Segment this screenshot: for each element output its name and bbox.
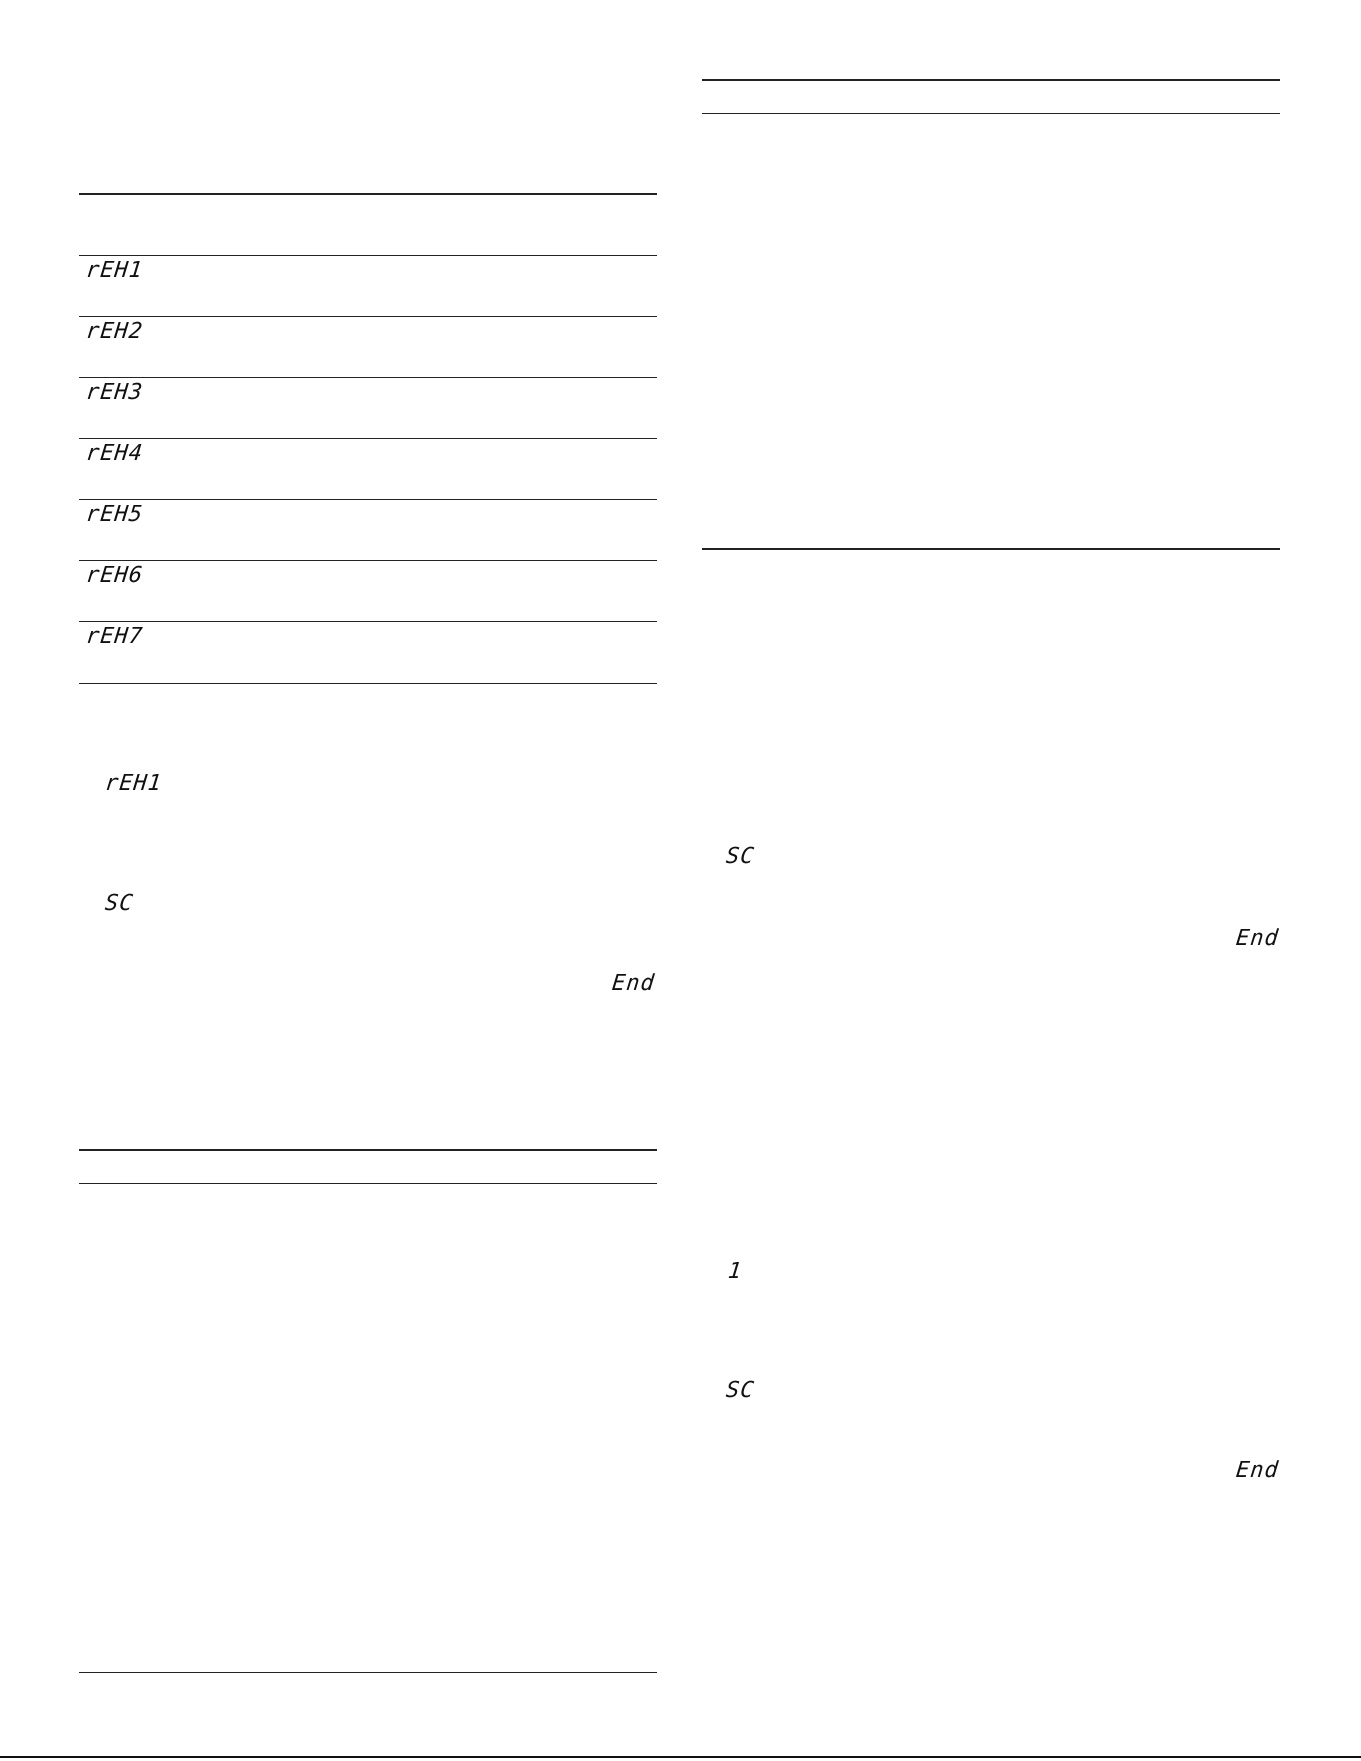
page-bottom-edge [0, 1756, 1361, 1758]
table-row-rule [79, 438, 657, 439]
table-row-rule [79, 255, 657, 256]
lower-table-header-rule [79, 1183, 657, 1184]
table-row-rule [79, 621, 657, 622]
table-row-code: rEH7 [84, 624, 145, 649]
display-indicator: SC [103, 891, 135, 916]
display-indicator: rEH1 [103, 771, 164, 796]
table-row-code: rEH5 [84, 502, 145, 527]
right-section-rule [702, 548, 1280, 550]
table-row-code: rEH2 [84, 319, 145, 344]
lower-table-bottom-rule [79, 1672, 657, 1673]
table-row-rule [79, 377, 657, 378]
table-bottom-rule [79, 683, 657, 684]
display-indicator: End [610, 971, 657, 996]
display-indicator: SC [724, 1378, 756, 1403]
table-row-code: rEH3 [84, 380, 145, 405]
display-indicator: 1 [726, 1259, 744, 1284]
display-indicator: End [1234, 1458, 1281, 1483]
right-table-top-rule [702, 79, 1280, 81]
table-row-code: rEH4 [84, 441, 145, 466]
lower-table-top-rule [79, 1149, 657, 1151]
table-row-rule [79, 560, 657, 561]
display-indicator: SC [724, 844, 756, 869]
table-row-code: rEH6 [84, 563, 145, 588]
table-row-rule [79, 316, 657, 317]
display-indicator: End [1234, 926, 1281, 951]
table-row-code: rEH1 [84, 258, 145, 283]
table-row-rule [79, 499, 657, 500]
right-table-header-rule [702, 113, 1280, 114]
table-top-rule [79, 193, 657, 195]
